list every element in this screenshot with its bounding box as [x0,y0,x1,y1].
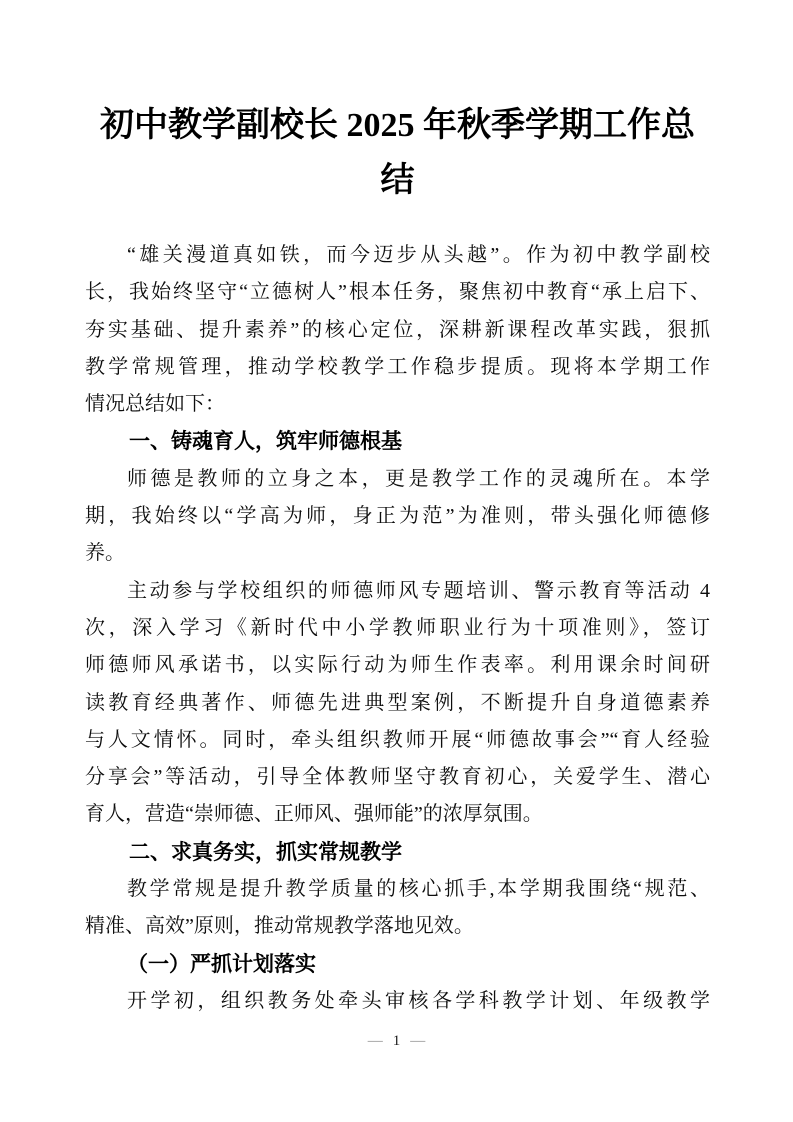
subsection-heading: （一）严抓计划落实 [127,951,316,976]
section-heading: 一、铸魂育人，筑牢师德根基 [129,430,402,454]
footer-right-dash: — [410,1033,426,1049]
paragraph-line: 与人文情怀。同时，牵头组织教师开展“师德故事会”“育人经验 [85,728,710,751]
paragraph-line: 教学常规管理，推动学校教学工作稳步提质。现将本学期工作 [85,355,710,378]
footer-left-dash: — [367,1033,383,1049]
document-body [85,237,710,1020]
page-number: 1 [392,1033,401,1049]
paragraph-line: 长，我始终坚守“立德树人”根本任务，聚焦初中教育“承上启下、 [85,281,710,304]
page-footer [0,1030,793,1052]
paragraph-line: 教学常规是提升教学质量的核心抓手,本学期我围绕“规范、 [127,878,710,901]
paragraph-line: 师德是教师的立身之本，更是教学工作的灵魂所在。本学 [127,467,710,490]
paragraph-line: 主动参与学校组织的师德师风专题培训、警示教育等活动 4 [127,579,710,602]
paragraph-line: 期，我始终以“学高为师，身正为范”为准则，带头强化师德修 [85,505,710,528]
paragraph-line: 精准、高效”原则，推动常规教学落地见效。 [85,915,474,938]
section-heading: 二、求真务实，抓实常规教学 [129,840,402,864]
paragraph-line: 次，深入学习《新时代中小学教师职业行为十项准则》，签订 [85,616,710,639]
document-content [85,0,710,1020]
paragraph-line: 开学初，组织教务处牵头审核各学科教学计划、年级教学 [127,989,710,1012]
document-title: 初中教学副校长 2025 年秋季学期工作总结 [100,107,695,199]
paragraph-line: 情况总结如下： [85,393,225,416]
paragraph-line: 读教育经典著作、师德先进典型案例，不断提升自身道德素养 [85,691,710,714]
paragraph-line: 育人，营造“崇师德、正师风、强师能”的浓厚氛围。 [85,803,543,826]
paragraph-line: 养。 [85,542,125,565]
paragraph-line: “雄关漫道真如铁，而今迈步从头越”。作为初中教学副校 [127,244,710,266]
paragraph-line: 师德师风承诺书，以实际行动为师生作表率。利用课余时间研 [85,654,710,677]
paragraph-line: 夯实基础、提升素养”的核心定位，深耕新课程改革实践，狠抓 [85,318,710,341]
paragraph-line: 分享会”等活动，引导全体教师坚守教育初心，关爱学生、潜心 [85,766,710,789]
